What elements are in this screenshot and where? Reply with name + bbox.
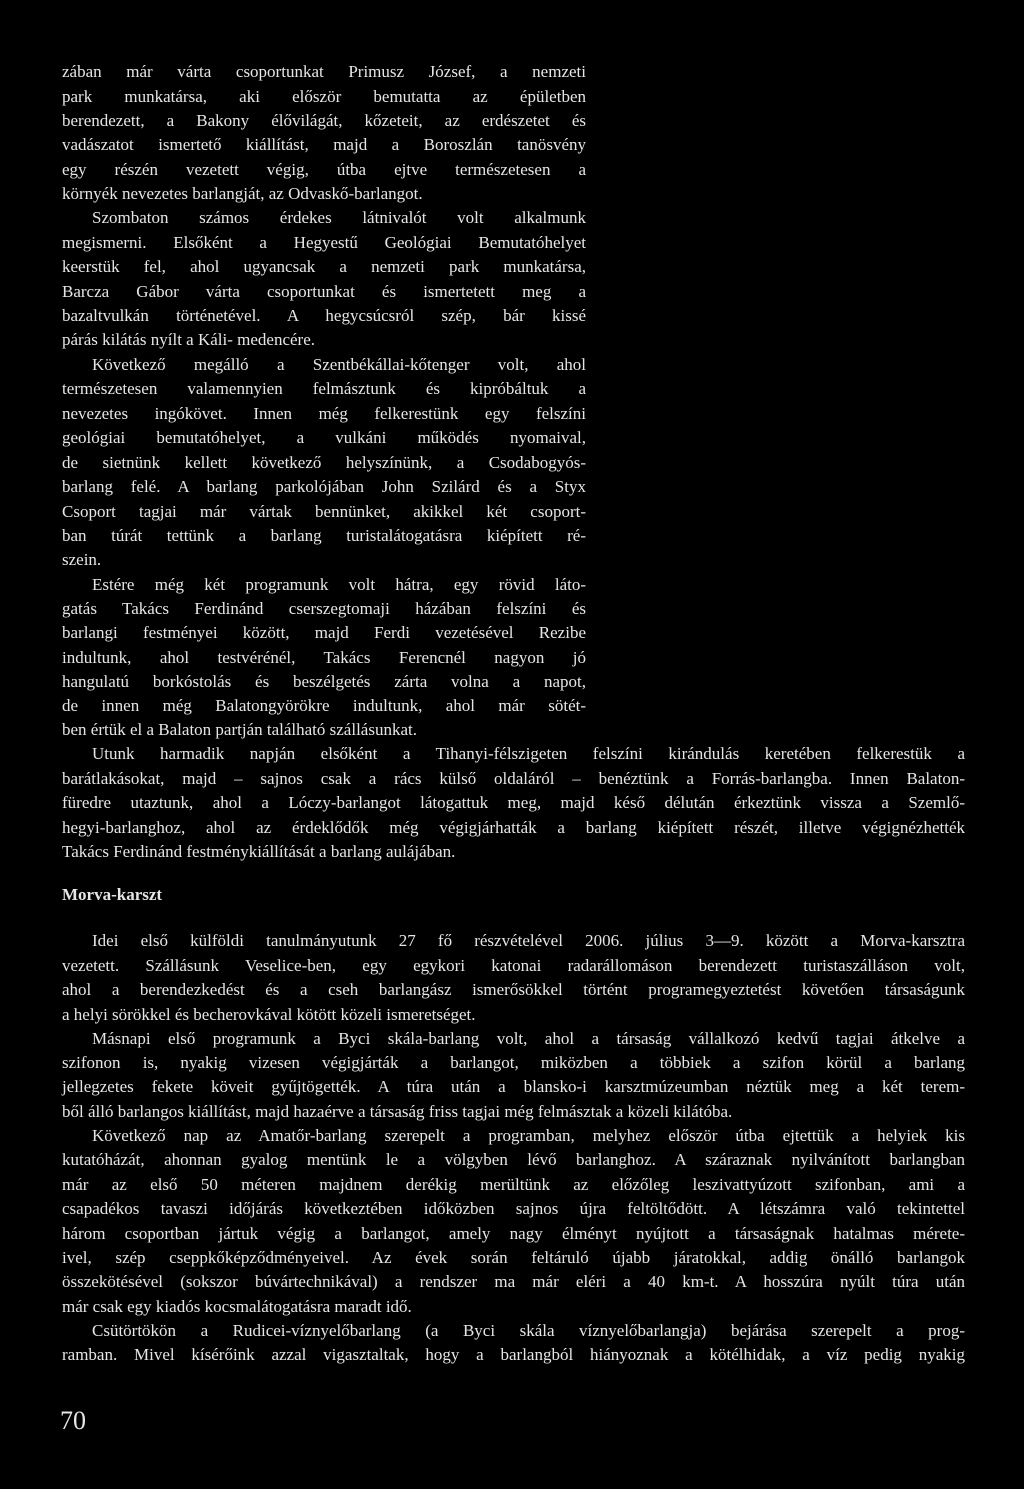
text-line: Csütörtökön a Rudicei-víznyelőbarlang (a Byci skála víznyelőbarlangja) bejárása szerepelt a prog-	[92, 1321, 965, 1340]
text-line: ből álló barlangos kiállítást, majd hazaérve a társaság friss tagjai még felmásztak a közeli kilátóba.	[62, 1102, 733, 1121]
text-line: természetesen valamennyien felmásztunk és kipróbáltuk a	[62, 379, 586, 398]
text-line: ahol a berendezkedést és a cseh barlangász ismerősökkel történt programegyeztetést követően társaságunk	[62, 980, 965, 999]
text-line: Csoport tagjai már vártak bennünket, akikkel két csoport-	[62, 502, 586, 521]
text-line: szein.	[62, 550, 102, 569]
text-line: keerstük fel, ahol ugyancsak a nemzeti park munkatársa,	[62, 257, 586, 276]
text-line: összekötésével (sokszor búvártechnikával) a rendszer ma már eléri a 40 km-t. A hosszúra nyúlt túra után	[62, 1272, 965, 1291]
text-line: ben értük el a Balaton partján található szállásunkat.	[62, 720, 417, 739]
text-line: csapadékos tavaszi időjárás következtében időközben sajnos újra feltöltődött. A létszámra való tekintettel	[62, 1199, 965, 1218]
page-number: 70	[60, 1406, 86, 1435]
text-line: Másnapi első programunk a Byci skála-barlang volt, ahol a társaság vállalkozó kedvű tagjai átkelve a	[92, 1029, 965, 1048]
text-line: füredre utaztunk, ahol a Lóczy-barlangot látogattuk meg, majd késő délután érkeztünk vissza a Szemlő-	[62, 793, 965, 812]
text-line: gatás Takács Ferdinánd cserszegtomaji házában felszíni és	[62, 599, 586, 618]
text-line: de innen még Balatongyörökre indultunk, ahol már sötét-	[62, 696, 586, 715]
text-line: Szombaton számos érdekes látnivalót volt alkalmunk	[92, 208, 586, 227]
text-line: vadászatot ismertető kiállítást, majd a Boroszlán tanösvény	[62, 135, 586, 154]
text-line: párás kilátás nyílt a Káli- medencére.	[62, 330, 315, 349]
text-line: környék nevezetes barlangját, az Odvaskő-barlangot.	[62, 184, 423, 203]
text-line: már az első 50 méteren majdnem derékig merültünk az előzőleg leszivattyúzott szifonban, ami a	[62, 1175, 965, 1194]
text-line: barlang felé. A barlang parkolójában John Szilárd és a Styx	[62, 477, 586, 496]
text-line: Következő nap az Amatőr-barlang szerepelt a programban, melyhez először útba ejtettük a helyiek kis	[92, 1126, 965, 1145]
section-heading: Morva-karszt	[62, 885, 163, 904]
text-line: barátlakásokat, majd – sajnos csak a rács külső oldaláról – benéztünk a Forrás-barlangba. Innen Balaton-	[62, 769, 965, 788]
text-line: Utunk harmadik napján elsőként a Tihanyi-félszigeten felszíni kirándulás keretében felkerestük a	[92, 744, 965, 763]
text-line: megismerni. Elsőként a Hegyestű Geológiai Bemutatóhelyet	[62, 233, 586, 252]
text-line: kutatóházát, ahonnan gyalog mentünk le a völgyben lévő barlanghoz. A száraznak nyilvánított barlangban	[62, 1150, 965, 1169]
text-line: Estére még két programunk volt hátra, egy rövid láto-	[92, 575, 586, 594]
text-line: de sietnünk kellett következő helyszínünk, a Csodabogyós-	[62, 453, 586, 472]
text-line: hegyi-barlanghoz, ahol az érdeklődők még végigjárhatták a barlang kiépített részét, illetve végignézhették	[62, 818, 965, 837]
text-line: bazaltvulkán történetével. A hegycsúcsról szép, bár kissé	[62, 306, 586, 325]
text-line: berendezett, a Bakony élővilágát, kőzeteit, az erdészetet és	[62, 111, 586, 130]
text-line: már csak egy kiadós kocsmalátogatásra maradt idő.	[62, 1297, 412, 1316]
text-line: ivel, szép cseppkőképződményeivel. Az évek során feltáruló újabb járatokkal, addig önálló barlangok	[62, 1248, 965, 1267]
text-line: geológiai bemutatóhelyet, a vulkáni működés nyomaival,	[62, 428, 586, 447]
text-line: Idei első külföldi tanulmányutunk 27 fő részvételével 2006. július 3—9. között a Morva-karsztra	[92, 931, 965, 950]
text-line: indultunk, ahol testvérénél, Takács Ferencnél nagyon jó	[62, 648, 586, 667]
text-line: ramban. Mivel kísérőink azzal vigasztaltak, hogy a barlangból hiányoznak a kötélhidak, a víz pedig nyakig	[62, 1345, 965, 1364]
text-line: hangulatú borkóstolás és beszélgetés zárta volna a napot,	[62, 672, 586, 691]
text-line: egy részén vezetett végig, útba ejtve természetesen a	[62, 160, 586, 179]
text-line: Takács Ferdinánd festménykiállítását a barlang aulájában.	[62, 842, 456, 861]
text-line: Következő megálló a Szentbékállai-kőtenger volt, ahol	[92, 355, 586, 374]
text-line: jellegzetes fekete köveit gyűjtögették. A túra után a blansko-i karsztmúzeumban néztük meg a két terem-	[62, 1077, 965, 1096]
text-line: vezetett. Szállásunk Veselice-ben, egy egykori katonai radarállomáson berendezett turistaszálláson volt,	[62, 956, 965, 975]
text-line: Barcza Gábor várta csoportunkat és ismertetett meg a	[62, 282, 586, 301]
text-line: zában már várta csoportunkat Primusz József, a nemzeti	[62, 62, 586, 81]
text-line: három csoportban jártuk végig a barlangot, amely nagy élményt nyújtott a társaságnak hatalmas mérete-	[62, 1224, 965, 1243]
text-line: ban túrát tettünk a barlang turistalátogatásra kiépített ré-	[62, 526, 586, 545]
text-line: szifonon is, nyakig vizesen végigjárták a barlangot, miközben a többiek a szifon körül a barlang	[62, 1053, 965, 1072]
text-line: a helyi sörökkel és becherovkával kötött közeli ismeretséget.	[62, 1005, 476, 1024]
text-line: barlangi festményei között, majd Ferdi vezetésével Rezibe	[62, 623, 586, 642]
text-line: park munkatársa, aki először bemutatta az épületben	[62, 87, 586, 106]
text-line: nevezetes ingókövet. Innen még felkerestünk egy felszíni	[62, 404, 586, 423]
